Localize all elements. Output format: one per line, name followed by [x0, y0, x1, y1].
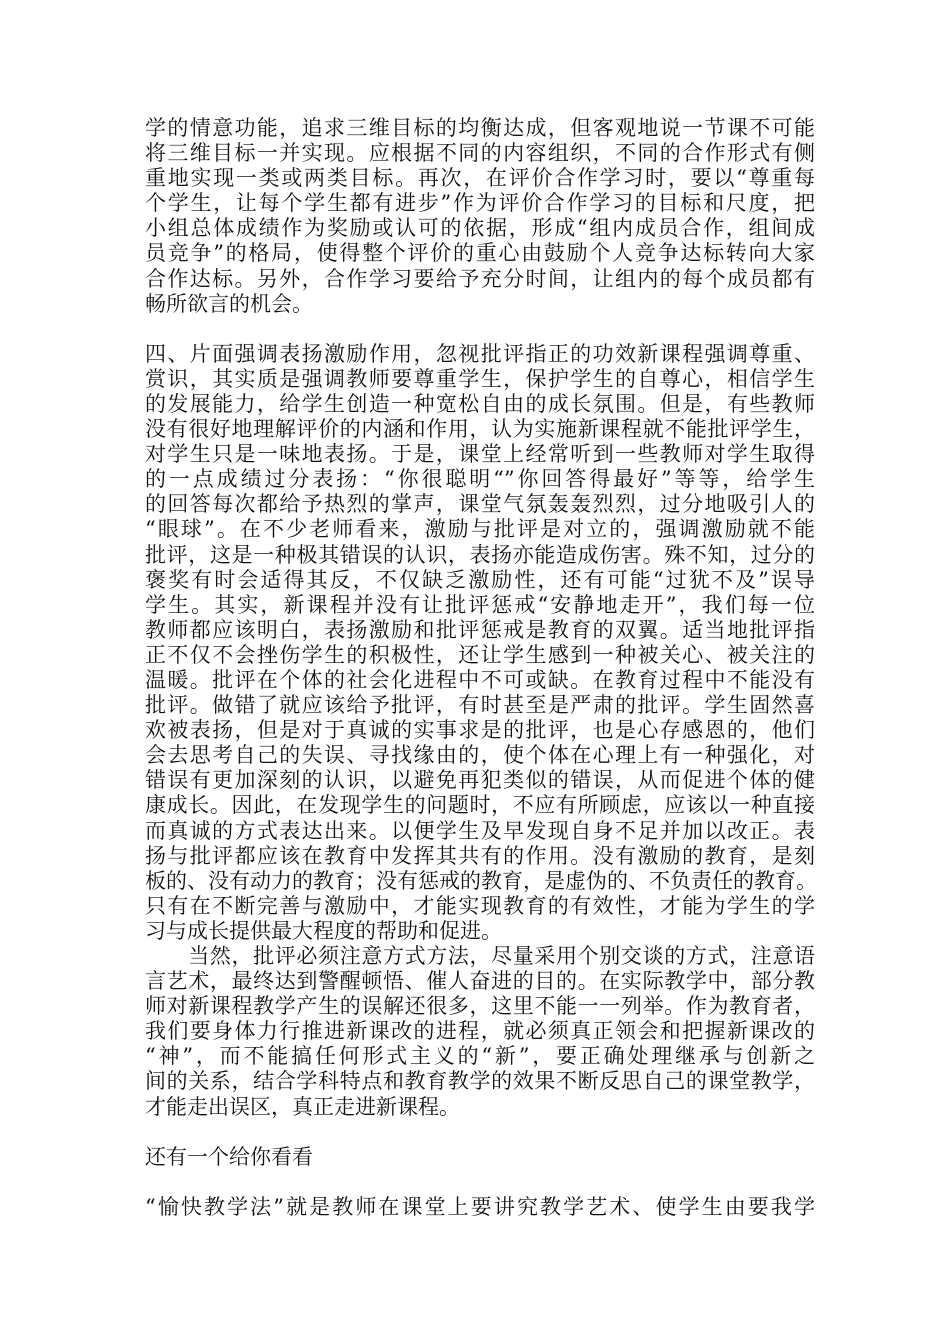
text-line: 员竞争”的格局，使得整个评价的重心由鼓励个人竞争达标转向大家 — [145, 241, 815, 266]
text-line: 赏识，其实质是强调教师要尊重学生，保护学生的自尊心，相信学生 — [145, 366, 815, 391]
paragraph-praise-and-criticism — [145, 342, 815, 944]
text-line: 习与成长提供最大程度的帮助和促进。 — [145, 918, 502, 943]
text-line: 扬与批评都应该在教育中发挥其共有的作用。没有激励的教育，是刻 — [145, 843, 815, 868]
paragraph-cooperative-learning — [145, 116, 815, 317]
text-line: 对学生只是一味地表扬。于是，课堂上经常听到一些教师对学生取得 — [145, 442, 815, 467]
text-line: “眼球”。在不少老师看来，激励与批评是对立的，强调激励就不能 — [145, 517, 815, 542]
text-line: 正不仅不会挫伤学生的积极性，还让学生感到一种被关心、被关注的 — [145, 642, 815, 667]
text-line: 言艺术，最终达到警醒顿悟、催人奋进的目的。在实际教学中，部分教 — [145, 969, 815, 994]
text-line: 而真诚的方式表达出来。以便学生及早发现自身不足并加以改正。表 — [145, 818, 815, 843]
paragraph-happy-teaching — [145, 1195, 815, 1220]
text-line: 批评。做错了就应该给予批评，有时甚至是严肃的批评。学生固然喜 — [145, 693, 815, 718]
text-line: 重地实现一类或两类目标。再次，在评价合作学习时，要以“尊重每 — [145, 166, 815, 191]
text-line: 个学生，让每个学生都有进步”作为评价合作学习的目标和尺度，把 — [145, 191, 815, 216]
text-line: 批评，这是一种极其错误的认识，表扬亦能造成伤害。殊不知，过分的 — [145, 542, 815, 567]
text-line: 错误有更加深刻的认识，以避免再犯类似的错误，从而促进个体的健 — [145, 768, 815, 793]
text-line: 没有很好地理解评价的内涵和作用，认为实施新课程就不能批评学生， — [145, 417, 815, 442]
text-line: 褒奖有时会适得其反，不仅缺乏激励性，还有可能“过犹不及”误导 — [145, 567, 815, 592]
text-line: 合作达标。另外，合作学习要给予充分时间，让组内的每个成员都有 — [145, 266, 815, 291]
text-line: 会去思考自己的失误、寻找缘由的，使个体在心理上有一种强化，对 — [145, 743, 815, 768]
text-line: 将三维目标一并实现。应根据不同的内容组织，不同的合作形式有侧 — [145, 141, 815, 166]
text-line: 我们要身体力行推进新课改的进程，就必须真正领会和把握新课改的 — [145, 1019, 815, 1044]
text-line: 的发展能力，给学生创造一种宽松自由的成长氛围。但是，有些教师 — [145, 391, 815, 416]
text-line: 温暖。批评在个体的社会化进程中不可或缺。在教育过程中不能没有 — [145, 667, 815, 692]
text-line: 教师都应该明白，表扬激励和批评惩戒是教育的双翼。适当地批评指 — [145, 617, 815, 642]
paragraph-spacer — [145, 317, 815, 342]
paragraph-conclusion — [145, 944, 815, 1120]
text-line: 的回答每次都给予热烈的掌声，课堂气氛轰轰烈烈，过分地吸引人的 — [145, 492, 815, 517]
text-line: 学的情意功能，追求三维目标的均衡达成，但客观地说一节课不可能 — [145, 116, 815, 140]
text-line: 板的、没有动力的教育；没有惩戒的教育，是虚伪的、不负责任的教育。 — [145, 868, 817, 893]
text-line: 畅所欲言的机会。 — [145, 291, 313, 316]
text-line: 康成长。因此，在发现学生的问题时，不应有所顾虑，应该以一种直接 — [145, 793, 815, 818]
document-page — [145, 116, 815, 1220]
text-line: 的一点成绩过分表扬：“你很聪明“”你回答得最好”等等，给学生 — [145, 467, 815, 492]
text-line: 间的关系，结合学科特点和教育教学的效果不断反思自己的课堂教学， — [145, 1069, 815, 1094]
paragraph-spacer — [145, 1120, 815, 1145]
text-line: 师对新课程教学产生的误解还很多，这里不能一一列举。作为教育者， — [145, 994, 815, 1019]
text-line: 小组总体成绩作为奖励或认可的依据，形成“组内成员合作，组间成 — [145, 216, 815, 241]
section-heading: 还有一个给你看看 — [145, 1144, 313, 1169]
text-line: 欢被表扬，但是对于真诚的实事求是的批评，也是心存感恩的，他们 — [145, 718, 815, 743]
text-line: 才能走出误区，真正走进新课程。 — [145, 1094, 460, 1119]
text-line: “愉快教学法”就是教师在课堂上要讲究教学艺术、使学生由要我学 — [145, 1194, 815, 1219]
text-line: 当然，批评必须注意方式方法，尽量采用个别交谈的方式，注意语 — [145, 944, 815, 968]
text-line: “神”，而不能搞任何形式主义的“新”，要正确处理继承与创新之 — [145, 1044, 815, 1069]
text-line: 学生。其实，新课程并没有让批评惩戒“安静地走开”，我们每一位 — [145, 592, 815, 617]
text-line: 四、片面强调表扬激励作用，忽视批评指正的功效新课程强调尊重、 — [145, 341, 815, 366]
text-line: 只有在不断完善与激励中，才能实现教育的有效性，才能为学生的学 — [145, 893, 815, 918]
paragraph-spacer — [145, 1170, 815, 1195]
